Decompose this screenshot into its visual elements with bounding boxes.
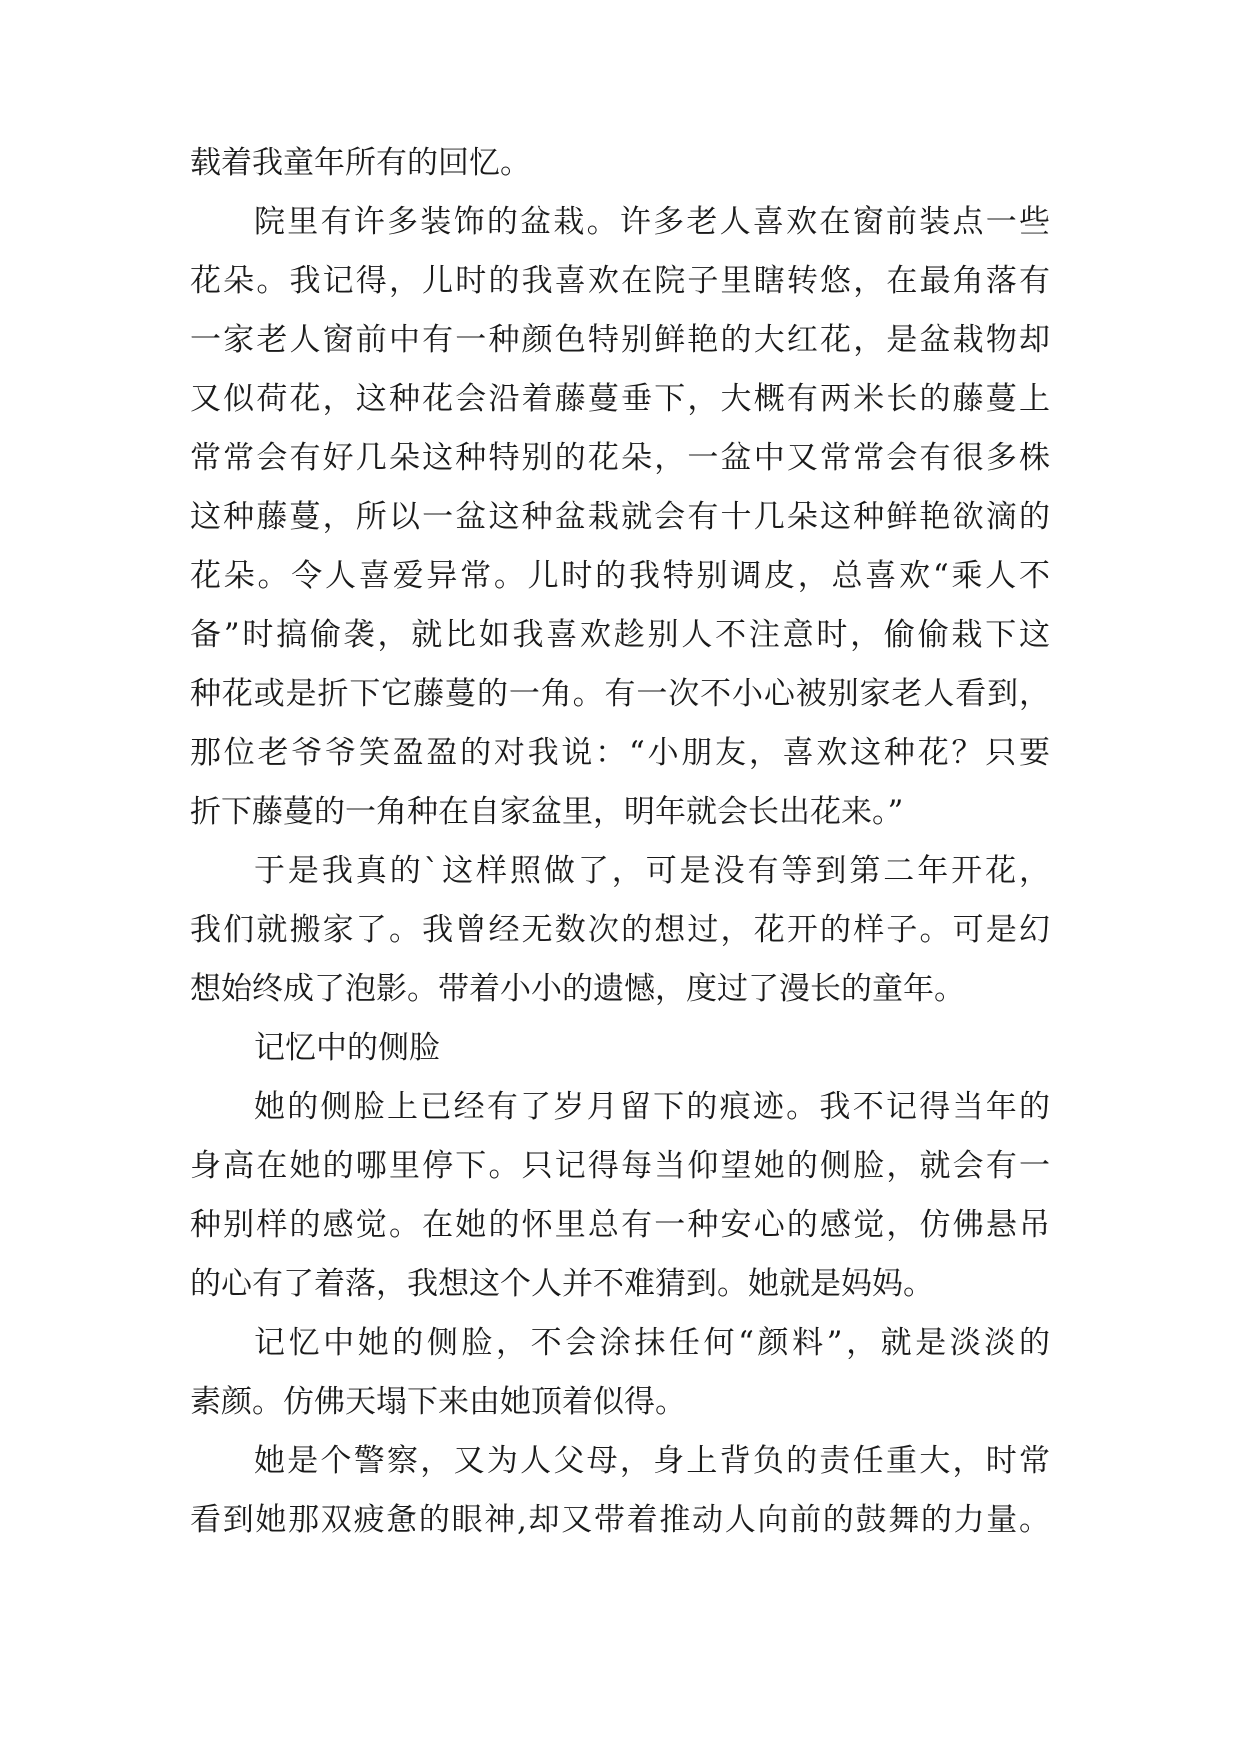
text-line: 她的侧脸上已经有了岁月留下的痕迹。我不记得当年的 [254,1089,1050,1125]
text-line: 记忆中她的侧脸，不会涂抹任何“颜料”，就是淡淡的 [254,1325,1050,1361]
text-line: 常常会有好几朵这种特别的花朵，一盆中又常常会有很多株 [190,440,1050,476]
text-line: 那位老爷爷笑盈盈的对我说：“小朋友，喜欢这种花？只要 [190,735,1050,771]
text-line: 的心有了着落，我想这个人并不难猜到。她就是妈妈。 [190,1266,934,1302]
text-line: 这种藤蔓，所以一盆这种盆栽就会有十几朵这种鲜艳欲滴的 [190,499,1050,535]
text-line: 种别样的感觉。在她的怀里总有一种安心的感觉，仿佛悬吊 [190,1207,1050,1243]
text-line: 花朵。令人喜爱异常。儿时的我特别调皮，总喜欢“乘人不 [190,558,1050,594]
text-line: 花朵。我记得，儿时的我喜欢在院子里瞎转悠，在最角落有 [190,263,1050,299]
text-line: 身高在她的哪里停下。只记得每当仰望她的侧脸，就会有一 [190,1148,1050,1184]
text-line: 一家老人窗前中有一种颜色特别鲜艳的大红花，是盆栽物却 [190,322,1050,358]
text-line: 看到她那双疲惫的眼神,却又带着推动人向前的鼓舞的力量。 [190,1502,1050,1538]
section-heading: 记忆中的侧脸 [254,1030,440,1066]
text-line: 她是个警察，又为人父母，身上背负的责任重大，时常 [254,1443,1050,1479]
text-line: 我们就搬家了。我曾经无数次的想过，花开的样子。可是幻 [190,912,1050,948]
text-line: 素颜。仿佛天塌下来由她顶着似得。 [190,1384,686,1420]
text-line: 折下藤蔓的一角种在自家盆里，明年就会长出花来。” [190,794,904,830]
text-line: 院里有许多装饰的盆栽。许多老人喜欢在窗前装点一些 [254,204,1050,240]
text-line: 备”时搞偷袭，就比如我喜欢趁别人不注意时，偷偷栽下这 [190,617,1050,653]
text-line: 种花或是折下它藤蔓的一角。有一次不小心被别家老人看到， [190,676,1050,712]
text-line: 载着我童年所有的回忆。 [190,145,531,181]
text-line: 于是我真的`这样照做了，可是没有等到第二年开花， [254,853,1050,889]
text-line: 想始终成了泡影。带着小小的遗憾，度过了漫长的童年。 [190,971,965,1007]
text-line: 又似荷花，这种花会沿着藤蔓垂下，大概有两米长的藤蔓上 [190,381,1050,417]
